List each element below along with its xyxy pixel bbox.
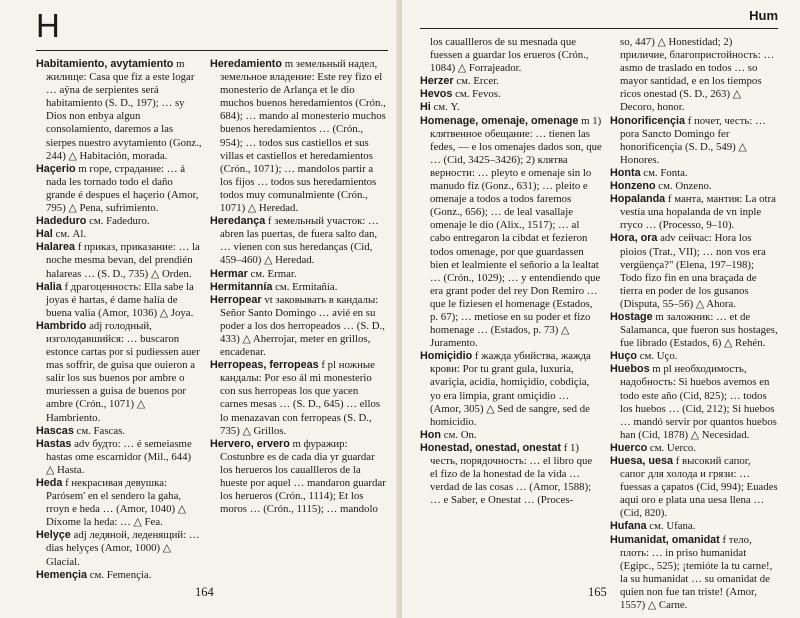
headword: Hopalanda [610,193,666,206]
dictionary-entry [420,101,602,114]
dictionary-entry [610,180,778,193]
definition: adv сейчас: Hora los pioios (Trat., VII); … non vos era vergüença?" (Elena, 197–198); Todo fizo fin en una braçada de tierra en poder de los gusanos (Disputa, 55–56) △ Ahora. [620,232,766,310]
dictionary-entry [420,75,602,88]
headword: Hemençia [36,568,88,581]
definition: см. Ufana. [649,520,696,533]
definition: см. Fadeduro. [89,215,150,228]
dictionary-entry [420,429,602,442]
definition: adj голодный, изголодавшийся: … buscaron estonce cartas por si pudiessen auer mas soffrir, de guisa que ouieron a salir los sus buenos por ambre o muriessen a guisa de buenos por ambre (Crón., 1071) △ Hambriento. [46,319,200,424]
definition: m земельный надел, земельное владение: Este rey fizo el monesterio de Arlança et le dio muchos buenos heredamientos (Crón., 684); … mando al monesterio muchos buenos heredamientos … (Crón., 954); … todos sus castiellos et sus villas et castiellos et heredamientos (Crón., 1071); … mandolos partir a los fijos … todos sus heredamientos todos muy comunalmiente (Crón., 1071) △ Heredad. [220,58,386,215]
headword: Habitamiento, avytamiento [36,58,174,70]
definition: adv будто: … é semeiasme hastas ome escarnidor (Mil., 644) △ Hasta. [46,437,192,476]
dictionary-entry [210,281,388,294]
headword: Honzeno [610,180,656,193]
definition: см. Ermar. [250,267,297,280]
left-column-1 [36,58,202,580]
definition: см. Fonta. [643,166,688,179]
dictionary-entry [36,477,202,529]
headword: Humanidat, omanidat [610,533,720,546]
definition: f некрасивая девушка: Parósem' en el sendero la gaha, rroyn e heda … (Amor, 1040) △ Díxome la heda: … △ Fea. [46,477,187,529]
definition: см. Y. [433,101,460,114]
dictionary-entry [610,534,778,613]
dictionary-entry [36,281,202,320]
running-head: Hum [749,8,778,23]
dictionary-entry [36,58,202,163]
dictionary-entry [610,520,778,533]
left-column-2 [210,58,388,580]
headword: Honestad, onestad, onestat [420,441,561,454]
definition: f приказ, приказание: … la noche mesma bevan, del prendién halareas … (S. D., 735) △ Orden. [46,241,200,280]
page-number-right: 165 [588,585,607,599]
definition: m 1) клятвенное обещание: … tienen las fedes, — e los omenajes dados son, que … (Cid, 3425–3426); 2) клятва верности: … pleyto e omenaje sin lo manudo fiz (Gonz., 631); … pleito e omenaje a todos a todos faremos (Gonz., 656); … de leal vasallaje omenaje le dio (Alix., 1517); … al cabo entregaron la cibdat et fezieron todos omenage, por que guardassen bien et lealmiente el señorio a la lealtat … (Crón., 1029); … y entendiendo que era grant poder del rey Don Remiro … que le fiziesen el homenage (Estados, p. 67); … metiose en su poder et fizo homenage … (Estados, p. 73) △ Juramento. [430,114,602,350]
dictionary-entry [420,88,602,101]
dictionary-entry [36,438,202,477]
headword: Helyçe [36,529,71,542]
headword: Huebos [610,363,650,376]
section-letter: H [36,7,60,44]
headword: Heredança [210,215,266,228]
headword: Huerco [610,441,648,454]
definition: f жажда убийства, жажда крови: Por tu grant gula, luxuria, avariçia, acidia, homiçidio, cobdiçia, yo era limpia, grant omiçidio … (Amor, 305) △ Sed de sangre, sed de homicidio. [430,350,591,428]
dictionary-entry [610,193,778,232]
page-number-left: 164 [195,585,214,599]
dictionary-entry [36,228,202,241]
headword: Hambrido [36,319,87,332]
dictionary-entry [210,438,388,517]
headword: Homenage, omenaje, omenage [420,114,579,127]
dictionary-entry [610,115,778,167]
headword: Hevos [420,88,453,101]
dictionary-entry [610,167,778,180]
dictionary-entry [420,442,602,507]
definition: см. Fevos. [455,88,501,101]
dictionary-entry [36,529,202,568]
headword: Heda [36,477,63,489]
definition: f земельный участок: … abren las puertas, de fuera salto dan, … vienen con sus heredanças (Cid, 459–460) △ Heredad. [220,215,379,267]
headword: Hermar [210,267,248,280]
dictionary-entry [210,359,388,438]
definition: f 1) честь, порядочность: … el libro que el fizo de la honestad de la vida … verdad de las cosas … (Amor, 1588); … e Saber, e Onestat … (Proces- [430,441,593,507]
right-column-2 [610,36,778,612]
dictionary-entry [610,350,778,363]
dictionary-entry [210,294,388,359]
headword: Hostage [610,310,653,323]
definition: los cauallleros de su mesnada que fuessen a guardar los erueros (Crón., 1084) △ Forrajeador. [430,36,589,75]
dictionary-entry [420,36,602,75]
definition: f почет, честь: … pora Sancto Domingo fer honorificençia (S. D., 549) △ Honores. [620,114,766,166]
headword: Hufana [610,520,647,533]
headword: Herropeas, ferropeas [210,359,319,372]
definition: m жилище: Casa que fiz a este logar … aÿna de serpientes será habitamiento (S. D., 197); … sy Dios non enbya algun consolamiento, daremos a las sierpes nuestro avytamiento (Gonz., 244) △ Habitación, morada. [46,58,202,162]
definition: см. Fascas. [76,424,126,437]
dictionary-entry [36,163,202,215]
definition: см. Uço. [639,350,678,363]
dictionary-entry [36,241,202,280]
right-column-1 [420,36,602,582]
headword: Hervero, ervero [210,437,290,450]
definition: см. Al. [55,228,87,241]
definition: m заложник: … et de Salamanca, que fueron sus hostages, fue librado (Estados, 6) △ Rehén. [620,310,778,350]
headword: Halia [36,280,62,293]
dictionary-entry [210,58,388,215]
dictionary-entry [36,569,202,582]
headword: Hon [420,428,441,441]
headword: Homiçidio [420,350,473,363]
dictionary-entry [210,268,388,281]
dictionary-entry [36,215,202,228]
definition: f pl ножные кандалы: Por eso ál mi monesterio con sus herropeas los que yacen carnes mesas … (S. D., 645) … ellos lo menazavan con ferropeas (S. D., 735) △ Grillos. [220,359,381,437]
definition: f драгоценность: Ella sabe la joyas é hartas, é dame halía de buena valia (Amor, 1036) △ Joya. [46,280,194,319]
headword: Huesa, uesa [610,455,674,467]
headword: Hal [36,228,53,241]
dictionary-entry [610,232,778,311]
dictionary-entry [610,363,778,442]
header-rule [420,28,778,29]
definition: см. On. [443,428,477,441]
dictionary-entry [610,36,778,115]
dictionary-entry [610,442,778,455]
headword: Hi [420,101,431,114]
dictionary-entry [420,115,602,351]
left-page [0,0,398,618]
dictionary-entry [420,350,602,429]
definition: m горе, страдание: … á nada les tornado todo el daño grande é despues el haçerio (Amor, 795) △ Pena, sufrimiento. [46,162,199,215]
headword: Hora, ora [610,232,658,245]
definition: f манта, мантия: La otra vestía una hopalanda de vn inple rryco … (Processo, 9–10). [620,193,776,232]
definition: см. Ermitañía. [275,280,338,293]
definition: f тело, плоть: … in priso humanidat (Egipc., 525); ¡temióte la tu carne!, la su humanidat … su omanidat de quien non fue tan triste! (Amor, 1557) △ Carne. [620,533,773,612]
dictionary-entry [610,311,778,350]
definition: m pl необходимость, надобность: Si huebos avemos en todo este año (Cid, 825); … todos los huebos … (Cid, 212); Si huebos … mandó servir por quantos huebos han (Cid, 1878) △ Necesidad. [620,363,777,441]
headword: Honorificençia [610,114,685,127]
definition: m фуражир: Costunbre es de cada dia yr guardar los herueros los cauallleros de la hueste por aquel … mandaron guardar los herueros (Crón., 1114); Et los moros … (Crón., 1115); … mandolo [220,437,386,516]
headword: Hascas [36,424,74,437]
headword: Haçerio [36,162,76,175]
headword: Honta [610,166,641,179]
dictionary-entry [210,215,388,267]
definition: f высокий сапог, сапог для холода и грязи: … fuessas a çapatos (Cid, 994); Euades aqui oro e plata una uesa llena … (Cid, 820). [620,455,778,520]
dictionary-entry [610,455,778,520]
definition: so, 447) △ Honestidad; 2) приличие, благопристойность: … asmo de traslado en todos … so mayor santidad, e en los tiempos ricos onestad (S. D., 263) △ Decoro, honor. [620,36,775,114]
headword: Huço [610,350,637,363]
definition: см. Ercer. [456,75,499,88]
headword: Heredamiento [210,58,282,70]
headword: Halarea [36,241,76,254]
dictionary-entry [36,320,202,425]
headword: Hermitannía [210,280,273,293]
dictionary-entry [36,425,202,438]
definition: см. Femençia. [89,568,152,581]
right-page [402,0,800,618]
header-rule [36,50,388,51]
definition: см. Uerco. [649,441,697,454]
definition: adj ледяной, леденящий: … dias helyçes (Amor, 1000) △ Glacial. [46,529,200,568]
headword: Hadeduro [36,215,87,228]
definition: vt заковывать в кандалы: Señor Santo Domingo … avié en su poder a los dos herropeados … (S. D., 433) △ Aherrojar, meter en grillos, encadenar. [220,293,385,359]
headword: Herzer [420,75,454,88]
headword: Herropear [210,293,262,306]
headword: Hastas [36,437,72,450]
definition: см. Onzeno. [658,180,712,193]
